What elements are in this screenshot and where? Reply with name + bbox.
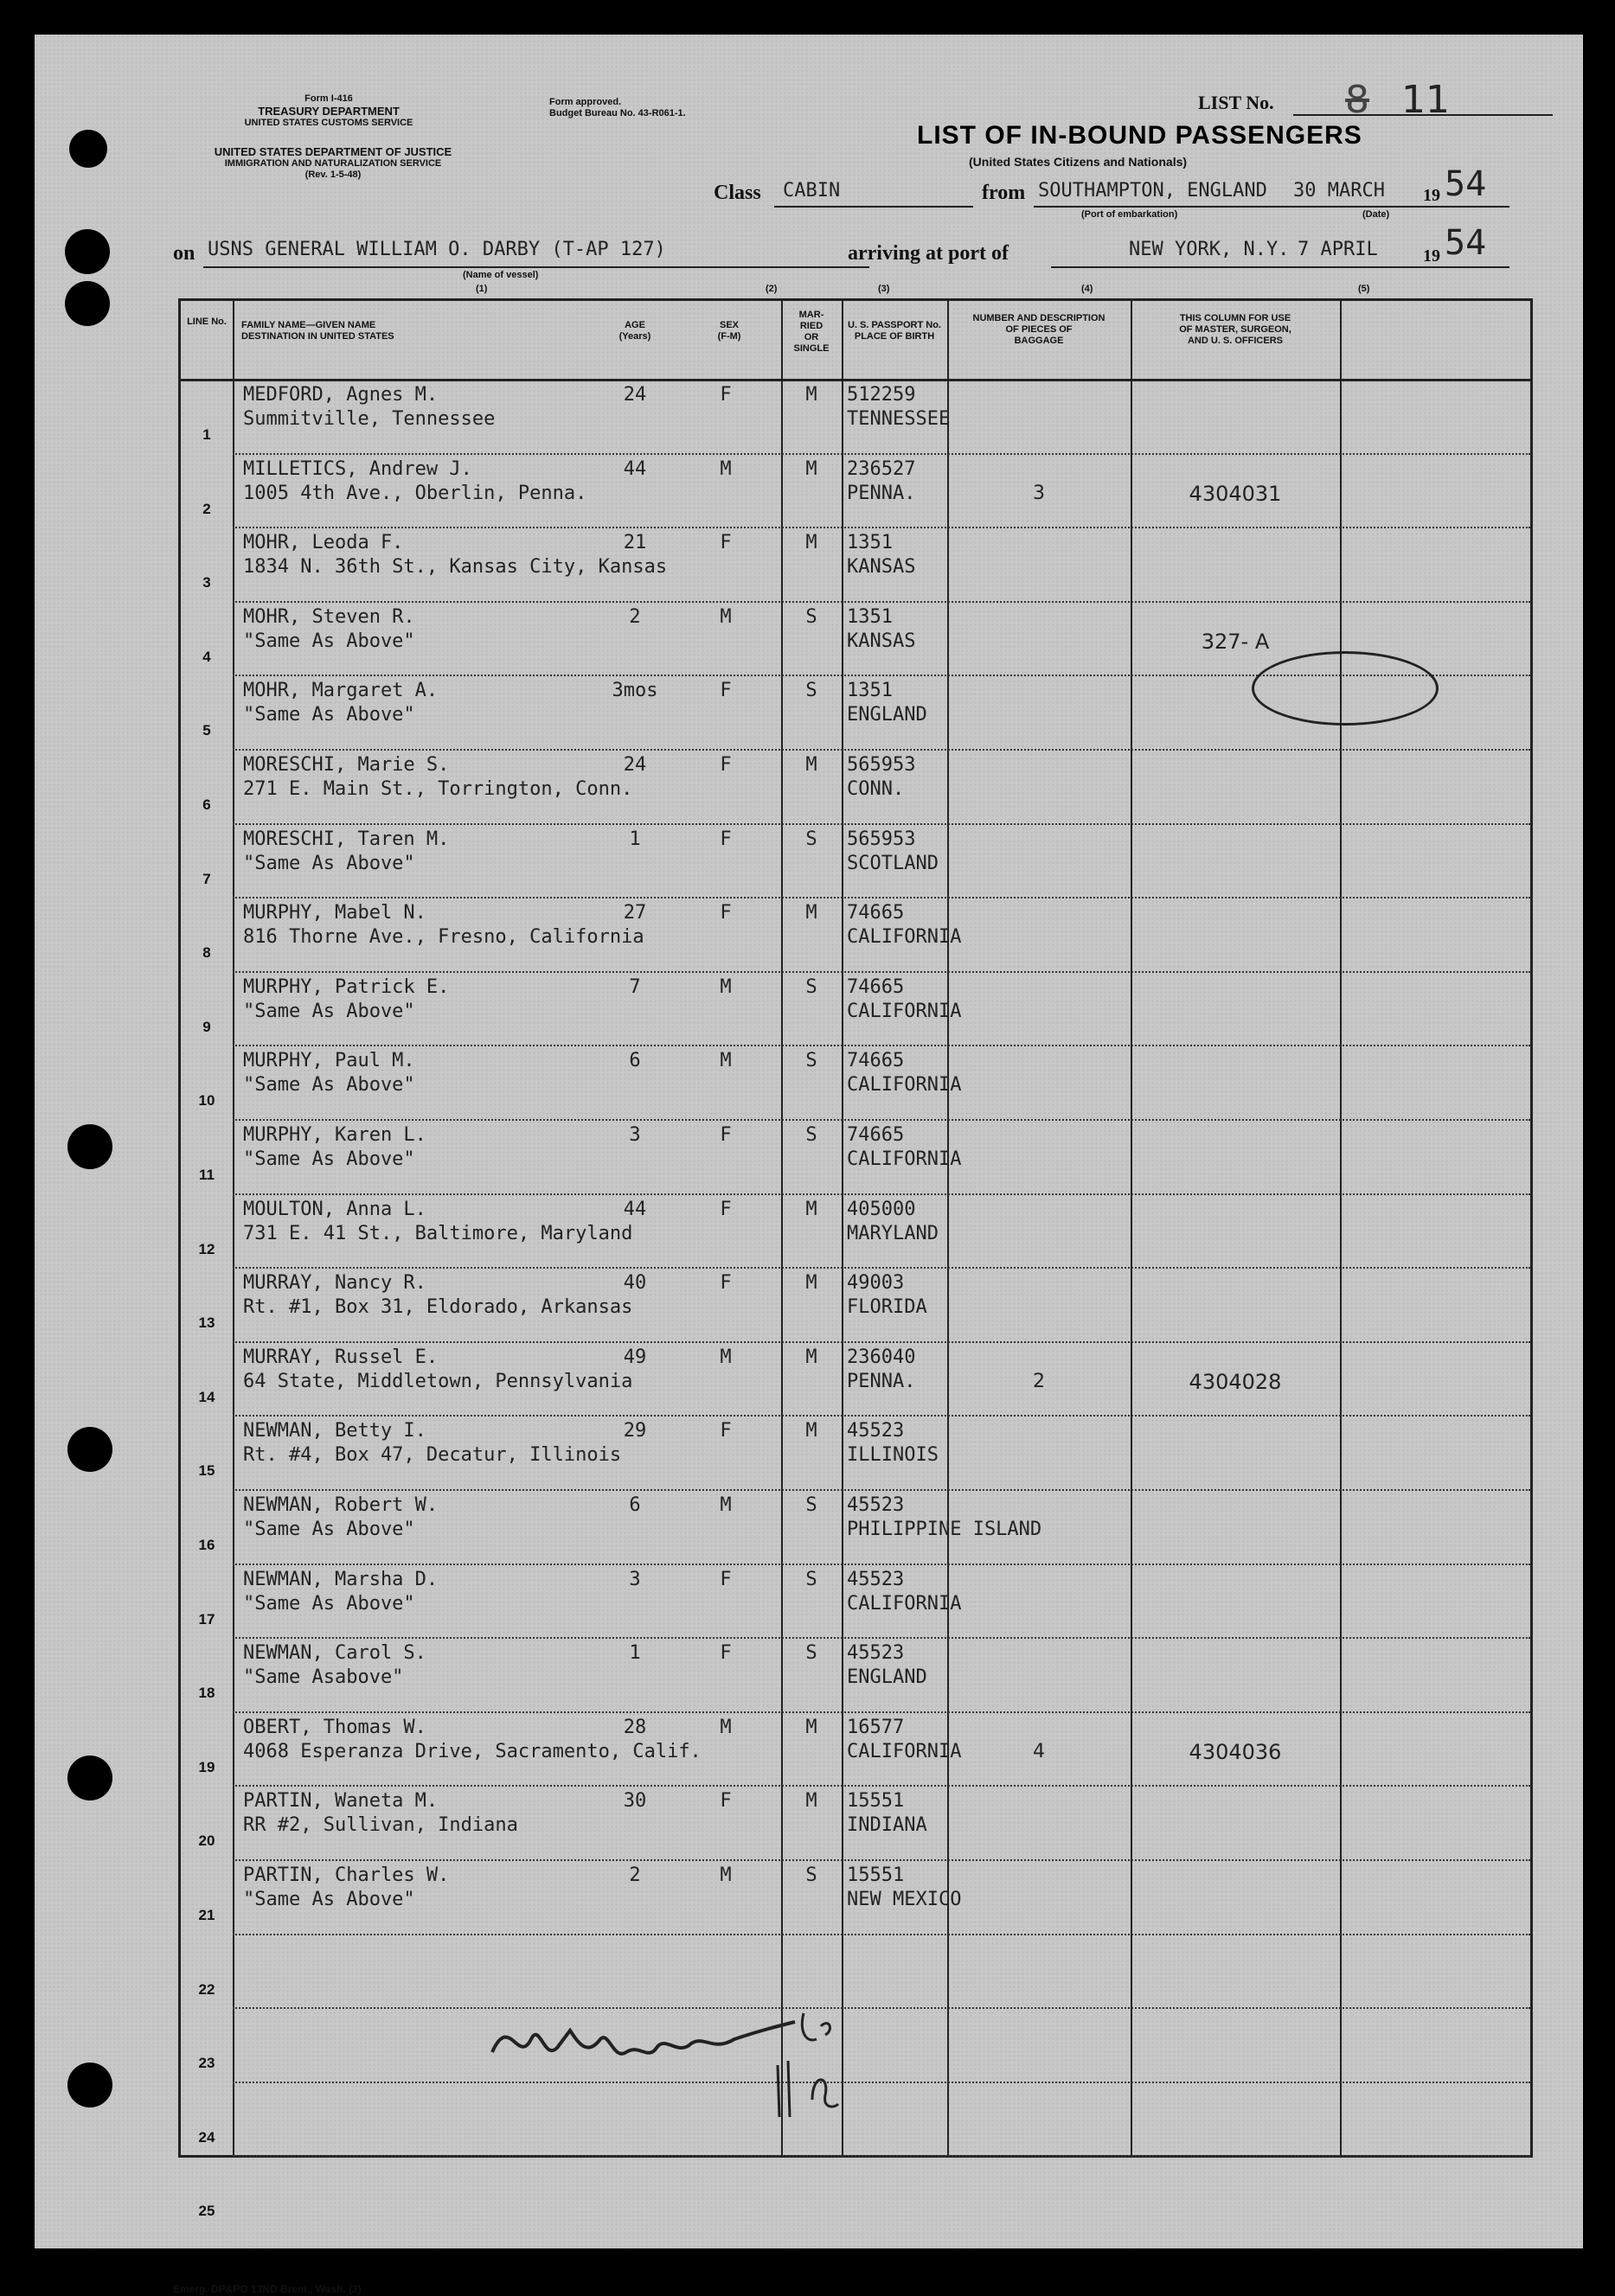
sex: F (720, 680, 732, 702)
place-of-birth: ENGLAND (847, 704, 927, 726)
destination: "Same Asabove" (243, 1666, 404, 1689)
passport-number: 45523 (847, 1568, 905, 1590)
on-label: on (173, 242, 195, 265)
form-header-justice (164, 145, 502, 181)
age: 24 (623, 754, 647, 776)
baggage-count: 4 (1033, 1740, 1045, 1762)
row-separator (233, 453, 1530, 455)
line-number: 21 (198, 1907, 215, 1923)
sex: F (720, 1642, 732, 1665)
age: 2 (629, 1864, 641, 1886)
destination: 4068 Esperanza Drive, Sacramento, Calif. (243, 1740, 702, 1762)
passenger-name: MOULTON, Anna L. (243, 1198, 426, 1220)
sex: F (720, 1272, 732, 1295)
list-no-label: LIST No. (1198, 92, 1274, 113)
sex: F (720, 754, 732, 776)
age: 7 (629, 975, 641, 998)
destination: 271 E. Main St., Torrington, Conn. (243, 778, 633, 800)
col-number-5: (5) (1358, 284, 1370, 294)
sex: M (720, 975, 732, 998)
list-no-value: 11 (1401, 78, 1450, 122)
col-header-passport: U. S. PASSPORT No. PLACE OF BIRTH (848, 320, 941, 342)
passenger-name: MILLETICS, Andrew J. (243, 457, 472, 480)
binder-hole (67, 1427, 112, 1472)
line-number: 12 (198, 1240, 215, 1257)
row-separator (233, 601, 1530, 603)
row-separator (233, 1193, 1530, 1195)
sex: M (720, 1346, 732, 1368)
form-revision: (Rev. 1-5-48) (304, 169, 362, 180)
approved-text: Form approved. (549, 97, 622, 107)
line-number: 6 (202, 796, 211, 813)
row-separator (233, 1045, 1530, 1046)
line-number: 23 (198, 2055, 215, 2072)
row-separator (233, 1859, 1530, 1861)
marital-status: S (805, 1642, 817, 1665)
marital-status: M (805, 1420, 817, 1442)
baggage-count: 2 (1033, 1370, 1045, 1392)
age: 44 (623, 1198, 647, 1220)
from-label: from (982, 182, 1026, 204)
sex: F (720, 532, 732, 554)
row-separator (233, 749, 1530, 751)
passport-number: 405000 (847, 1198, 916, 1220)
sex: F (720, 828, 732, 850)
place-of-birth: ILLINOIS (847, 1444, 939, 1467)
place-of-birth: KANSAS (847, 556, 916, 579)
destination: 731 E. 41 St., Baltimore, Maryland (243, 1222, 633, 1244)
age: 6 (629, 1050, 641, 1072)
officer-oval (1252, 651, 1439, 726)
officer-note: 4304036 (1189, 1739, 1282, 1764)
passenger-name: MORESCHI, Taren M. (243, 828, 450, 850)
footer-print: Emerg. DP&PO 13ND Brem., Wash. (2) (173, 2283, 362, 2295)
from-value: SOUTHAMPTON, ENGLAND (1038, 180, 1267, 201)
age: 30 (623, 1790, 647, 1813)
col-header-officers: THIS COLUMN FOR USE OF MASTER, SURGEON, AND U. S. OFFICERS (1179, 313, 1291, 346)
marital-status: M (805, 1790, 817, 1813)
passport-number: 1351 (847, 680, 893, 702)
officer-note: 4304028 (1189, 1369, 1282, 1394)
place-of-birth: CONN. (847, 778, 905, 800)
col-header-name: FAMILY NAME—GIVEN NAME DESTINATION IN UNITED STATES (241, 320, 394, 342)
manifest-sheet (35, 35, 1583, 2295)
binder-hole (69, 130, 107, 168)
destination: 64 State, Middletown, Pennsylvania (243, 1370, 633, 1392)
manifest-title: LIST OF IN-BOUND PASSENGERS (917, 121, 1362, 150)
form-number: Form I-416 (304, 93, 353, 104)
destination: 816 Thorne Ave., Fresno, California (243, 926, 644, 949)
passport-number: 512259 (847, 384, 916, 406)
line-number: 16 (198, 1537, 215, 1553)
arriving-label: arriving at port of (848, 242, 1009, 265)
destination: RR #2, Sullivan, Indiana (243, 1814, 518, 1837)
arrival-date: 7 APRIL (1298, 239, 1378, 260)
row-separator (233, 1415, 1530, 1417)
passport-number: 565953 (847, 754, 916, 776)
marital-status: M (805, 754, 817, 776)
passport-number: 49003 (847, 1272, 905, 1295)
col-number-2: (2) (766, 284, 778, 294)
row-separator (233, 1564, 1530, 1565)
col-header-baggage: NUMBER AND DESCRIPTION OF PIECES OF BAGGAGE (972, 313, 1106, 346)
age: 1 (629, 1642, 641, 1665)
passenger-name: OBERT, Thomas W. (243, 1716, 426, 1738)
age: 3 (629, 1124, 641, 1146)
year-value-2: 54 (1445, 223, 1487, 263)
sex: F (720, 1420, 732, 1442)
age: 29 (623, 1420, 647, 1442)
justice-dept: UNITED STATES DEPARTMENT OF JUSTICE (214, 145, 452, 158)
marital-status: S (805, 680, 817, 702)
year-prefix-1: 19 (1423, 186, 1440, 205)
line-number: 1 (202, 426, 211, 443)
destination: "Same As Above" (243, 704, 415, 726)
marital-status: M (805, 1716, 817, 1738)
sex: M (720, 1050, 732, 1072)
officer-note: 327- A (1201, 629, 1270, 654)
binder-hole (65, 281, 110, 326)
year-value-1: 54 (1445, 164, 1487, 204)
passport-number: 45523 (847, 1494, 905, 1516)
passport-number: 45523 (847, 1642, 905, 1665)
sex: F (720, 902, 732, 924)
place-of-birth: ENGLAND (847, 1666, 927, 1689)
passenger-name: NEWMAN, Carol S. (243, 1642, 426, 1665)
age: 1 (629, 828, 641, 850)
embark-date: 30 MARCH (1293, 180, 1385, 201)
col-header-age: AGE (Years) (618, 320, 651, 342)
passport-number: 16577 (847, 1716, 905, 1738)
marital-status: S (805, 1124, 817, 1146)
place-of-birth: CALIFORNIA (847, 1148, 962, 1170)
line-number: 7 (202, 870, 211, 887)
passport-number: 45523 (847, 1420, 905, 1442)
destination: "Same As Above" (243, 852, 415, 874)
officer-note: 4304031 (1189, 481, 1282, 506)
sex: F (720, 1568, 732, 1590)
row-separator (233, 527, 1530, 528)
marital-status: M (805, 1272, 817, 1295)
form-header-treasury (199, 93, 458, 129)
marital-status: M (805, 532, 817, 554)
place-of-birth: CALIFORNIA (847, 1592, 962, 1615)
row-separator (233, 897, 1530, 899)
line-number: 2 (202, 500, 211, 517)
passenger-name: NEWMAN, Marsha D. (243, 1568, 439, 1590)
sex: F (720, 1124, 732, 1146)
place-of-birth: CALIFORNIA (847, 1000, 962, 1022)
place-of-birth: MARYLAND (847, 1222, 939, 1244)
binder-hole (67, 2063, 112, 2107)
sex: F (720, 1198, 732, 1220)
row-separator (233, 1711, 1530, 1713)
passenger-name: MURPHY, Karen L. (243, 1124, 426, 1146)
col-header-sex: SEX (F-M) (717, 320, 741, 342)
arrival-port: NEW YORK, N.Y. (1129, 239, 1290, 260)
age: 6 (629, 1494, 641, 1516)
passport-number: 15551 (847, 1790, 905, 1813)
passenger-name: NEWMAN, Betty I. (243, 1420, 426, 1442)
passport-number: 236040 (847, 1346, 916, 1368)
date-caption: (Date) (1362, 209, 1390, 220)
passenger-name: MURPHY, Mabel N. (243, 902, 426, 924)
age: 27 (623, 902, 647, 924)
passenger-name: PARTIN, Waneta M. (243, 1790, 439, 1813)
destination: Rt. #1, Box 31, Eldorado, Arkansas (243, 1296, 633, 1319)
row-separator (233, 2082, 1530, 2083)
age: 28 (623, 1716, 647, 1738)
class-label: Class (714, 182, 761, 204)
place-of-birth: PHILIPPINE ISLAND (847, 1519, 1042, 1540)
passenger-name: MOHR, Margaret A. (243, 680, 439, 702)
age: 2 (629, 605, 641, 628)
ins-service: IMMIGRATION AND NATURALIZATION SERVICE (224, 158, 442, 169)
destination: "Same As Above" (243, 1592, 415, 1615)
passport-number: 15551 (847, 1864, 905, 1886)
destination: Summitville, Tennessee (243, 408, 496, 430)
sex: M (720, 1494, 732, 1516)
marital-status: M (805, 1198, 817, 1220)
list-no-struck: 8 (1345, 78, 1369, 122)
marital-status: S (805, 605, 817, 628)
row-separator (233, 2155, 1530, 2157)
passport-number: 74665 (847, 1124, 905, 1146)
row-separator (233, 1119, 1530, 1121)
passenger-name: NEWMAN, Robert W. (243, 1494, 439, 1516)
destination: "Same As Above" (243, 1074, 415, 1097)
destination: "Same As Above" (243, 630, 415, 652)
row-separator (233, 823, 1530, 825)
passport-number: 74665 (847, 975, 905, 998)
place-of-birth: KANSAS (847, 630, 916, 652)
row-separator (233, 1785, 1530, 1787)
line-number: 18 (198, 1685, 215, 1702)
line-number: 22 (198, 1980, 215, 1998)
passport-number: 565953 (847, 828, 916, 850)
line-number: 24 (198, 2128, 215, 2146)
budget-text: Budget Bureau No. 43-R061-1. (549, 108, 686, 118)
age: 3 (629, 1568, 641, 1590)
marital-status: M (805, 902, 817, 924)
year-prefix-2: 19 (1423, 246, 1440, 265)
marital-status: S (805, 975, 817, 998)
marital-status: M (805, 457, 817, 480)
line-number: 8 (202, 944, 211, 962)
col-number-4: (4) (1081, 284, 1093, 294)
destination: "Same As Above" (243, 1519, 415, 1540)
place-of-birth: PENNA. (847, 1370, 916, 1392)
col-header-line-no: LINE No. (187, 317, 227, 327)
line-number: 25 (198, 2203, 215, 2220)
age: 3mos (612, 680, 658, 702)
destination: 1005 4th Ave., Oberlin, Penna. (243, 482, 587, 504)
line-number: 11 (199, 1167, 215, 1183)
passenger-name: MEDFORD, Agnes M. (243, 384, 439, 406)
marital-status: M (805, 1346, 817, 1368)
passenger-name: MURRAY, Nancy R. (243, 1272, 426, 1295)
row-separator (233, 1489, 1530, 1491)
destination: 1834 N. 36th St., Kansas City, Kansas (243, 556, 668, 579)
binder-hole (67, 1124, 112, 1169)
place-of-birth: CALIFORNIA (847, 926, 962, 949)
line-number: 13 (198, 1314, 215, 1332)
place-of-birth: CALIFORNIA (847, 1074, 962, 1097)
row-separator (233, 1341, 1530, 1343)
line-number: 15 (198, 1462, 215, 1480)
age: 44 (623, 457, 647, 480)
embark-caption: (Port of embarkation) (1081, 209, 1178, 220)
sex: M (720, 1864, 732, 1886)
place-of-birth: INDIANA (847, 1814, 927, 1837)
passport-number: 74665 (847, 1050, 905, 1072)
passport-number: 1351 (847, 532, 893, 554)
place-of-birth: CALIFORNIA (847, 1740, 962, 1762)
line-number: 9 (202, 1018, 211, 1035)
passenger-name: MURPHY, Patrick E. (243, 975, 450, 998)
sex: M (720, 1716, 732, 1738)
sex: F (720, 384, 732, 406)
sex: F (720, 1790, 732, 1813)
line-number: 10 (198, 1092, 215, 1110)
line-number: 19 (198, 1758, 215, 1775)
treasury-dept: TREASURY DEPARTMENT (258, 105, 400, 118)
passenger-name: MURPHY, Paul M. (243, 1050, 415, 1072)
marital-status: M (805, 384, 817, 406)
marital-status: S (805, 1568, 817, 1590)
line-number: 17 (198, 1610, 215, 1628)
passenger-name: PARTIN, Charles W. (243, 1864, 450, 1886)
vessel-caption: (Name of vessel) (463, 270, 539, 280)
marital-status: S (805, 828, 817, 850)
customs-service: UNITED STATES CUSTOMS SERVICE (244, 118, 413, 128)
row-separator (233, 971, 1530, 973)
destination: Rt. #4, Box 47, Decatur, Illinois (243, 1444, 622, 1467)
binder-hole (67, 1756, 112, 1800)
row-separator (233, 1934, 1530, 1935)
sex: M (720, 457, 732, 480)
passenger-name: MURRAY, Russel E. (243, 1346, 439, 1368)
age: 49 (623, 1346, 647, 1368)
col-number-3: (3) (878, 284, 890, 294)
passport-number: 74665 (847, 902, 905, 924)
col-number-1: (1) (476, 284, 488, 294)
place-of-birth: FLORIDA (847, 1296, 927, 1319)
place-of-birth: SCOTLAND (847, 852, 939, 874)
signature (484, 1979, 847, 2126)
age: 40 (623, 1272, 647, 1295)
marital-status: S (805, 1494, 817, 1516)
place-of-birth: PENNA. (847, 482, 916, 504)
passenger-name: MOHR, Leoda F. (243, 532, 404, 554)
line-number: 3 (202, 574, 211, 592)
row-separator (233, 2007, 1530, 2009)
manifest-subtitle: (United States Citizens and Nationals) (969, 155, 1188, 169)
baggage-count: 3 (1033, 482, 1045, 504)
col-header-married: MAR- RIED OR SINGLE (793, 310, 830, 354)
age: 21 (623, 532, 647, 554)
passport-number: 236527 (847, 457, 916, 480)
place-of-birth: TENNESSEE (847, 408, 951, 430)
vessel-name: USNS GENERAL WILLIAM O. DARBY (T-AP 127) (208, 239, 666, 260)
line-number: 14 (198, 1388, 215, 1405)
place-of-birth: NEW MEXICO (847, 1889, 962, 1910)
destination: "Same As Above" (243, 1889, 415, 1910)
row-separator (233, 1267, 1530, 1269)
passport-number: 1351 (847, 605, 893, 628)
passenger-table (178, 298, 1533, 2220)
row-separator (233, 1637, 1530, 1639)
destination: "Same As Above" (243, 1000, 415, 1022)
binder-hole (65, 229, 110, 274)
sex: M (720, 605, 732, 628)
destination: "Same As Above" (243, 1148, 415, 1170)
passenger-name: MORESCHI, Marie S. (243, 754, 450, 776)
form-approved (549, 97, 686, 119)
passenger-name: MOHR, Steven R. (243, 605, 415, 628)
line-number: 5 (202, 722, 211, 739)
class-value: CABIN (783, 180, 841, 201)
marital-status: S (805, 1050, 817, 1072)
line-number: 4 (202, 648, 211, 665)
marital-status: S (805, 1864, 817, 1886)
age: 24 (623, 384, 647, 406)
line-number: 20 (198, 1832, 215, 1850)
